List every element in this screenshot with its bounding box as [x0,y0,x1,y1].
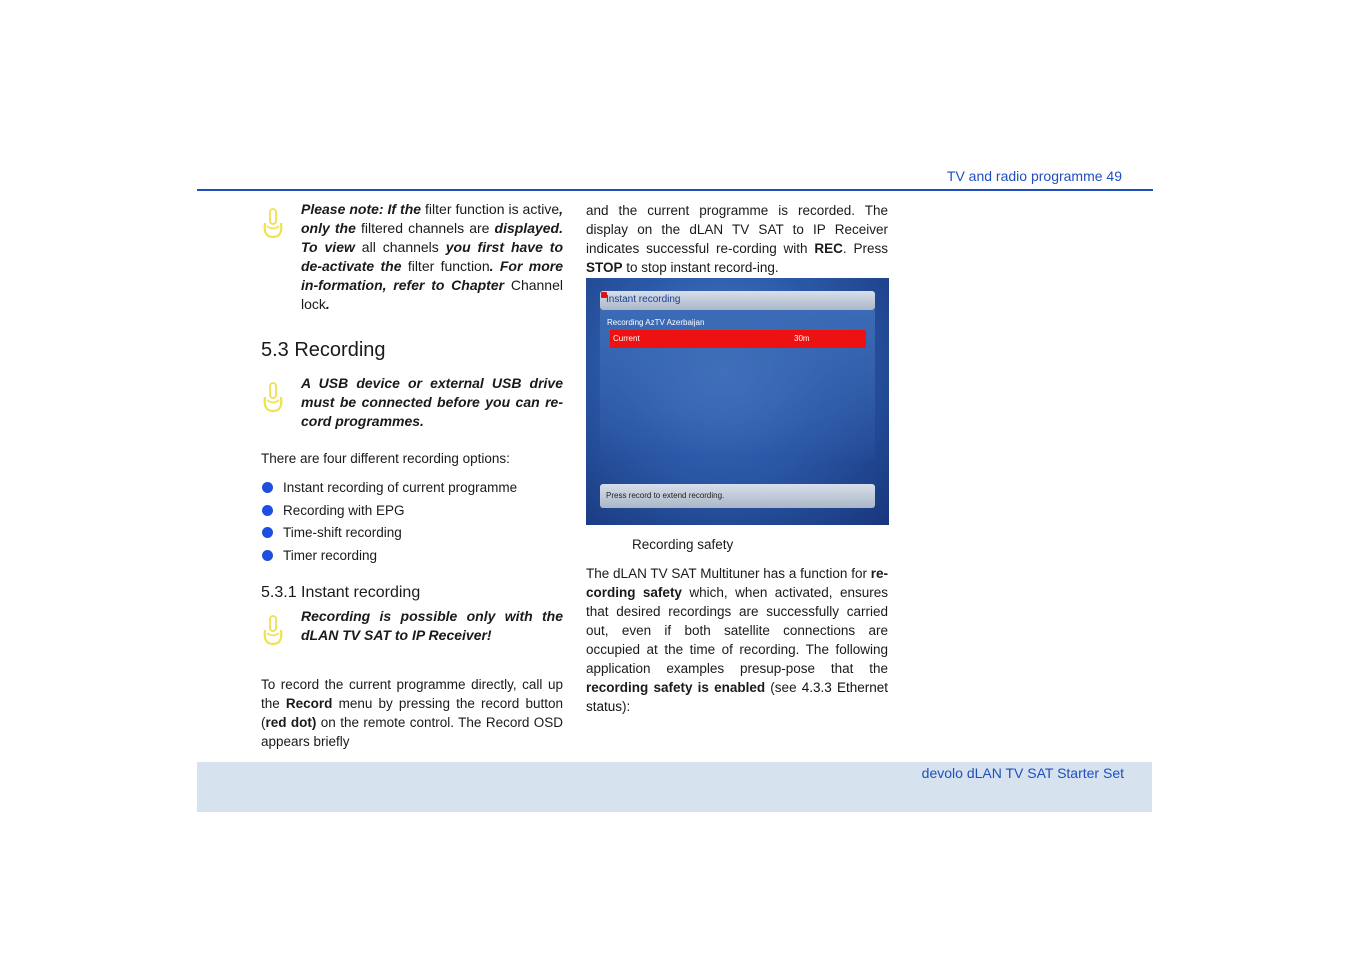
header-rule [197,189,1153,191]
osd-screenshot [586,278,889,525]
bullet-dot-icon [262,505,273,516]
list-item: Timer recording [261,546,563,569]
hand-pointer-icon [260,380,286,414]
recording-safety-heading: Recording safety [632,537,734,552]
list-item: Recording with EPG [261,501,563,524]
list-item: Time-shift recording [261,523,563,546]
instant-recording-body: To record the current programme directly, call up the Record menu by pressing the record button (red dot) on the remote control. The Record OSD appears briefly [261,677,563,749]
recording-options-intro: There are four different recording options: [261,451,510,466]
osd-title: Instant recording [606,294,681,305]
osd-row-value: 30m [794,334,810,343]
bullet-dot-icon [262,527,273,538]
note-filter-function: Please note: If the filter function is active, only the filtered channels are displayed. To view all channels you first have to de-activate the filter function. For more in-formation, refer to Chapter Channel lock. [301,201,563,312]
note-receiver-required: Recording is possible only with the dLAN TV SAT to IP Receiver! [301,608,563,643]
osd-panel [600,310,875,460]
running-header: TV and radio programme 49 [946,168,1122,184]
subsection-title: 5.3.1 Instant recording [261,584,421,601]
hand-pointer-icon [260,613,286,647]
osd-subtitle: Recording AzTV Azerbaijan [607,318,705,327]
recording-safety-body: The dLAN TV SAT Multituner has a function for re-cording safety which, when activated, ensures that desired recordings are successfully carried out, even if both satellite connections are occupied at the time of recording. The following application examples presup-pose that the recording safety is enabled (see 4.3.3 Ethernet status): [586,566,889,714]
bullet-dot-icon [262,550,273,561]
note-usb-required: A USB device or external USB drive must be connected before you can re-cord programmes. [301,375,563,429]
instant-recording-body-cont: and the current programme is recorded. The display on the dLAN TV SAT to IP Receiver indicates successful re-cording with REC. Press STOP to stop instant record-ing. [586,203,889,275]
osd-title-bar [600,291,875,310]
bullet-dot-icon [262,482,273,493]
section-title: 5.3 Recording [261,339,386,361]
osd-footer: Press record to extend recording. [606,491,725,500]
osd-footer-bar [600,484,875,508]
osd-row-label: Current [613,334,640,343]
hand-pointer-icon [260,206,286,240]
osd-selected-row [610,330,866,348]
running-footer: devolo dLAN TV SAT Starter Set [921,765,1124,781]
recording-options-list [261,478,563,568]
list-item: Instant recording of current programme [261,478,563,501]
